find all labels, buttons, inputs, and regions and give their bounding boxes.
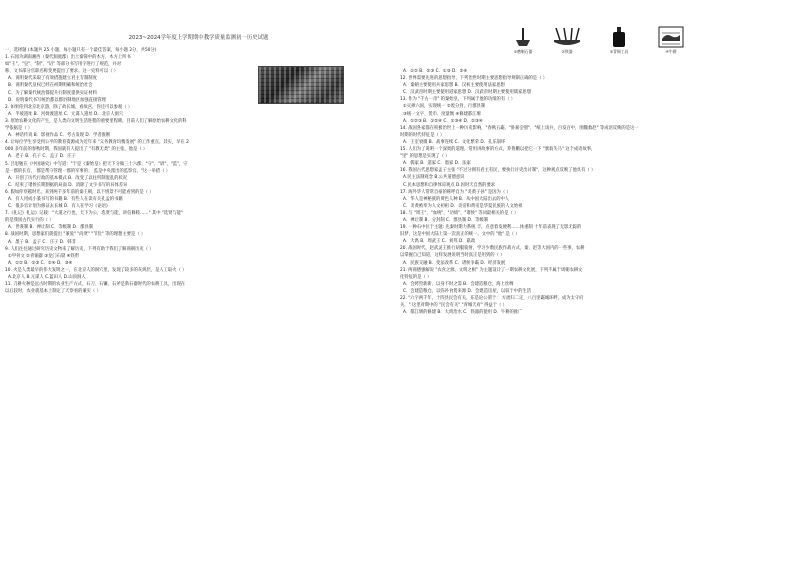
tool-stone xyxy=(508,26,538,55)
text-line: 2. 如果你到北京北京游，除了故长城，看故宫，你还可以参观（ ） xyxy=(5,104,133,110)
tool-caption: ①磨制石器 xyxy=(513,49,533,54)
right-column xyxy=(400,68,788,316)
text-line: 17. 海外华人常常自豪的称呼自为 "炎黄子孙" 是因为（ ） xyxy=(400,189,511,195)
text-line: 化特征的是（ ） xyxy=(400,274,432,280)
text-line: 1. 石园为湖南湘西（秦代洞庭郡）出土秦简中的木方，木方上所书 xyxy=(5,55,131,61)
text-line: 15. 人们为了说明一个深奥的道理，常用讲故事的方式，乔鲁鹏以把它一下 "塞翁失马" 这个成语故事， xyxy=(400,147,596,153)
option-line: A．神话传说 B．影视作品 C．考古发现 D．学者推断 xyxy=(8,133,111,139)
text-line: 的是我国古代实行的（ ） xyxy=(5,218,54,224)
text-line: 20. 战国时代，赵武灵王推行胡服骑射，学习少数民族作战方式，秦、赵等大国内的一些事，农耕 xyxy=(400,246,585,252)
option-line: C．会建造粮仓，以弥补食货来源 D．会建造房屋，以驭于中的生活 xyxy=(403,288,531,294)
text-line: 6. 假如你穿越时光，来到两千多年前的秦王朝，以下情景不可能看到的是（ ） xyxy=(5,189,154,195)
exam-title: 2023~2024学年度上学期期中教学质量监测初一历史试题 xyxy=(128,35,269,41)
text-line: 以后较时，农业就基本上制定了天察看的兼实（ ） xyxy=(5,289,101,295)
tool-ox-plough xyxy=(656,26,686,55)
option-line: A．①② B．②③ C．①③ D．②④ xyxy=(403,69,468,74)
text-line: 称、文书部分官职名称变更提出了要求。这一史料可以（ ） xyxy=(5,69,119,75)
text-line: 是一郡的长官， 郡是帮守管理一郡的军事的； 监是中央派出的监察官。"这一举措（ ） xyxy=(5,168,171,174)
option-line: A．半坡遗址 B．河姆渡遗址 C．元谋人遗址 D．北京人洞穴 xyxy=(8,111,124,117)
text-line: 22. "六字两千年，十四县民会有关，东是论公谓于： 方流归二定，八百里霸城环畔，成为太守府 xyxy=(400,296,584,301)
tool-caption: ②铁器 xyxy=(561,49,573,54)
option-line: C．结束了诸侯长期割据的局面 D．消除了文字书写的异体差异 xyxy=(8,182,128,188)
text-line: 如"王"、"皇"、"制"、"诏" 等部分书写用字进行了规范，并对 xyxy=(5,62,122,68)
text-line: 7.《礼记》礼运》记载："大道之行也，天下为公，选贤与能，讲信修睦……" 其中 "选贤与能" xyxy=(5,211,184,217)
option-line: A．①② B．①③ C．②④ D．③④ xyxy=(8,260,73,266)
text-line: 11. 刀耕火种是远古时期的农业生产方式，石刀、石镰、石斧是新石器时代的农耕工具，出现在 xyxy=(5,282,186,288)
text-line: 关，" 这里对期中的 "民会有关" "青城天府" 得益于（ ） xyxy=(400,303,507,309)
text-line: 18. 与 "周王"、"血统"、"功绩"、"诸侯" 等词最相关的是（ ） xyxy=(400,210,519,216)
option-line: A.北京人 B.元谋人 C.蓝田人 D.山顶洞人 xyxy=(8,275,86,280)
option-line: A．墨子 B．孟子 C．庄子 D．韩非 xyxy=(8,239,76,245)
text-line: 以掌握自己知道，这样发展说明当时真正是用到的（ ） xyxy=(400,253,505,259)
option-line: ①甲骨文 ②青铜器 ③龙门石窟 ④铁犁 xyxy=(8,253,80,259)
stone-tool-icon xyxy=(511,26,535,48)
tool-caption: ③青铜工具 xyxy=(609,49,629,54)
text-line: 3. 原始农耕文化的产生，是人类向文明生活进程的重要里程碑，目前人们了解原始农耕文化的科 xyxy=(5,118,187,124)
text-line: 12. 世界需要先进的思想指导，下列治世时期主要思想指导规制正确的是（ ） xyxy=(400,76,548,82)
option-line: A．王室衰微 B．战事连续 C．文化繁荣 D．孔乐崩坏 xyxy=(403,139,506,145)
option-line: C．为了解秦代统治都提升行制度提供实证材料 xyxy=(8,90,97,96)
section-heading: 一、选择题 (本题共 25 小题，每小题只有一个最佳答案，每小题 2分，共50分) xyxy=(5,48,157,53)
iron-tools-icon xyxy=(552,26,582,48)
option-line: A．有人用成小篆书写的书籍 B．有些人在读有关孔孟的书籍 xyxy=(8,196,123,202)
option-line: B．说明秦代皇权已经在初期明确和统治社会 xyxy=(8,83,93,89)
text-line: "里" 的思想是实现了（ ） xyxy=(400,154,450,160)
text-line: 16. 我国古代思想家孟子主张 "不过分拥有君主有民，要执行讨吏出讨制"，这种观点反映了他具有（ ） xyxy=(400,168,596,174)
option-line: A．都江堰的修建 B．大禹治水 C．铁器的使用 D．牛耕的推广 xyxy=(403,310,523,316)
tool-caption: ④牛耕 xyxy=(665,49,677,54)
option-line: A．民族交融 B．变法改革 C．诸侯争霸 D．经济发展 xyxy=(403,260,506,266)
option-line: A．开创了历代行政的基本模式 B．改变了以往所制混乱的状况 xyxy=(8,175,127,181)
option-line: A．儒家 B．道家 C．墨家 D．法家 xyxy=(403,161,471,167)
option-line: A．说明秦代采取了有效措施建立君主专制制度 xyxy=(8,76,97,82)
text-line: 13. 作为 "千古一帝" 的秦始皇，下列属于他的功绩的有（ ） xyxy=(400,97,516,103)
tool-iron xyxy=(552,26,582,55)
text-line: 000 多年前的春秋时期，我国就有人提出了 "有教无类" 的主张，他是（ ） xyxy=(5,147,148,153)
wooden-slip-photo xyxy=(258,66,344,104)
ox-plough-icon xyxy=(658,26,684,48)
text-line: 时期的时代特征是（ ） xyxy=(400,132,445,138)
text-line: 9. 人们往往通过研究历史文物来了解历史，下列有助于我们了解商朝历史（ ） xyxy=(5,246,154,252)
option-line: A．会烤狩新新，以身不时之需 B．会建造粮仓，海上丝绸 xyxy=(403,281,514,287)
option-line: A．秦朝主要使用兵家思想 B．汉初主要使用法家思想 xyxy=(403,83,505,89)
bronze-tool-icon xyxy=(607,26,631,48)
option-line: A.民主法制观念 B.公共道德意识 xyxy=(403,175,465,181)
option-line: A．世袭制 B．禅让制 C．等级制 D．郡县制 xyxy=(8,225,94,231)
option-line: C.民本思想和自律体谅观点 D.因时天自然的要求 xyxy=(403,182,496,188)
text-line: 旧梦，这是中国大陆上第一次真正的统一。文中的 "他" 是（ ） xyxy=(400,232,520,238)
option-line: A．大禹 B．周武王 C．刘邦 D．嬴政 xyxy=(403,239,476,245)
option-line: A．老子 B．孔子 C．孟子 D．庄子 xyxy=(8,154,76,160)
text-line: 19. 一种石中位于主题: 先秦时期力系统 丰，点意着发便利……体重制 十年前表现了无影无踪的 xyxy=(400,225,582,231)
text-line: 学依据是（ ） xyxy=(5,126,33,132)
option-line: C．很多官计划为修证去长城 D．有人在学习《论语》 xyxy=(8,204,111,210)
text-line: 4. 让每位学生享受到公平的教育资源成为近年来 "义务教育均衡发展" 的工作重点。其实，早在 2 xyxy=(5,140,189,146)
text-line: 5. 吕思勉在《中国通史》中写道："于是《秦始皇》把天下分做三十六郡，"守"，"尉"，"监"，守 xyxy=(5,161,188,167)
option-line: A．禅让制 B．分封制 C．郡县制 D．等级制 xyxy=(403,217,489,223)
text-line: 10. 火是人类最早的伟大发明之一，在北京人的洞穴里，发现了较多的灰烬层，是人工取火（ ） xyxy=(5,267,187,273)
farm-tools-figure xyxy=(508,26,694,62)
text-line: 14. 战国各家都在积极治世上一种历史影响，"春秋五霸，"卧薪尝胆"，"纸上谈兵，百发百中，围魏救赵" 等成语反映的是这一 xyxy=(400,125,639,131)
tool-bronze xyxy=(604,26,634,55)
option-line: ①灭掉六国，实现统一 ②废分封，行郡县制 xyxy=(403,104,486,110)
option-line: ③统一文字、货币、度量衡 ④修建都江堰 xyxy=(403,111,481,117)
text-line: 8. 战国时期，思想家们就提出 "兼爱" "尚贤" "节俭" 等的理想主要是（ ） xyxy=(5,232,146,238)
option-line: C．汉武帝时期主要使用道家思想 D．汉武帝时期主要使用儒家思想 xyxy=(403,90,531,96)
text-line: 21. 两商德强解说 "农食之源，文明之根" 为主题设计了一期农耕文化展，下列不属于周朝农耕文 xyxy=(400,267,583,273)
option-line: A．华人是神秘族的黄色人种 B．从中国大陆出去的中人 xyxy=(403,196,510,202)
option-line: D．说明秦代书写统治都以郡县制地区加强直接管理 xyxy=(8,97,106,103)
option-line: A．①②③ B．①②④ C．①③④ D．②③④ xyxy=(403,118,483,124)
option-line: C．炎黄被奉为人文初祖 D．炎帝和黄帝是华夏民族的人文始祖 xyxy=(403,203,523,209)
